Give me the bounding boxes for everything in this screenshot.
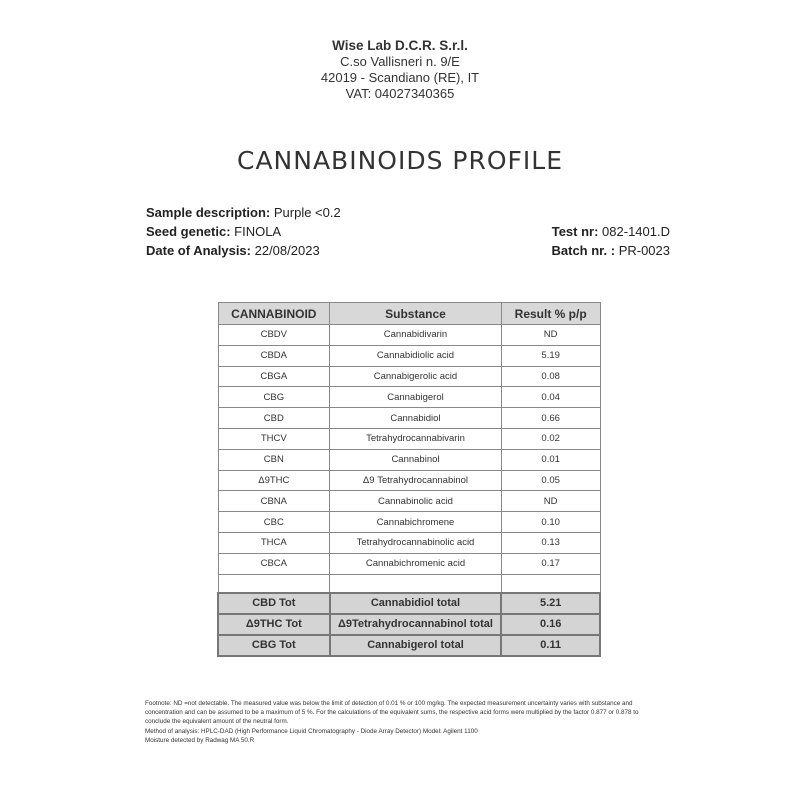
table-row — [218, 532, 600, 553]
lab-name: Wise Lab D.C.R. S.r.l. — [332, 38, 468, 53]
sample-info — [146, 203, 341, 260]
seed-genetic — [146, 222, 341, 241]
row-result: 0.02 — [501, 428, 600, 449]
lab-city: 42019 - Scandiano (RE), IT — [320, 70, 480, 85]
row-result: 0.10 — [501, 512, 600, 533]
row-result: 0.13 — [501, 532, 600, 553]
row-result: ND — [501, 491, 600, 512]
row-code: CBDV — [218, 325, 330, 346]
test-number-value: 082-1401.D — [598, 224, 670, 239]
blank-row — [218, 574, 600, 593]
total-result: 0.16 — [501, 614, 600, 635]
row-substance: Cannabidiolic acid — [330, 345, 502, 366]
row-code: CBD — [218, 408, 330, 429]
batch-number-label: Batch nr. : — [551, 243, 616, 258]
row-result: 0.08 — [501, 366, 600, 387]
row-result: 0.05 — [501, 470, 600, 491]
total-row — [218, 635, 600, 656]
row-result: 0.66 — [501, 408, 600, 429]
lab-address: C.so Vallisneri n. 9/E — [340, 54, 460, 69]
row-substance: Tetrahydrocannabivarin — [330, 428, 502, 449]
blank-cell — [218, 574, 330, 593]
row-substance: Cannabidiol — [330, 408, 502, 429]
row-substance: Cannabigerolic acid — [330, 366, 502, 387]
table-row — [218, 553, 600, 574]
table-row — [218, 345, 600, 366]
cannabinoids-table — [217, 302, 601, 657]
analysis-date-value: 22/08/2023 — [251, 243, 320, 258]
row-code: Δ9THC — [218, 470, 330, 491]
test-number-label: Test nr: — [551, 224, 599, 239]
lab-header — [0, 38, 800, 102]
row-substance: Cannabidivarin — [330, 325, 502, 346]
table-row — [218, 387, 600, 408]
total-substance: Cannabigerol total — [330, 635, 502, 656]
batch-number — [552, 241, 671, 260]
row-substance: Tetrahydrocannabinolic acid — [330, 532, 502, 553]
total-substance: Cannabidiol total — [330, 593, 502, 614]
total-row — [218, 614, 600, 635]
table-row — [218, 470, 600, 491]
total-result: 5.21 — [501, 593, 600, 614]
footnote-detection: Footnote: ND =not detectable. The measured value was below the limit of detection of 0.01 % or 100 mg/kg. The expected measurement uncertainty varies with substance and concentration and can be assumed to be a maximum of 5 %. For the calculations of the equivalent sums, the respective acid forms were multiplied by the factor 0.877 or 0.878 to conclude the equivalent amount of the neutral form. — [145, 700, 639, 726]
total-code: Δ9THC Tot — [218, 614, 330, 635]
row-result: 5.19 — [501, 345, 600, 366]
total-code: CBG Tot — [218, 635, 330, 656]
table-row — [218, 449, 600, 470]
row-substance: Cannabigerol — [330, 387, 502, 408]
row-code: CBNA — [218, 491, 330, 512]
table-row — [218, 408, 600, 429]
test-info — [552, 222, 671, 260]
total-result: 0.11 — [501, 635, 600, 656]
analysis-date-label: Date of Analysis: — [146, 243, 251, 258]
row-substance: Cannabichromene — [330, 512, 502, 533]
table-row — [218, 491, 600, 512]
row-substance: Cannabichromenic acid — [330, 553, 502, 574]
header-result: Result % p/p — [501, 303, 600, 325]
header-cannabinoid: CANNABINOID — [218, 303, 330, 325]
row-result: ND — [501, 325, 600, 346]
blank-cell — [330, 574, 502, 593]
footnote-method: Method of analysis: HPLC-DAD (High Performance Liquid Chromatography - Diode Array Detector) Model: Agilent 1100 — [145, 727, 478, 735]
seed-genetic-value: FINOLA — [230, 224, 282, 239]
total-substance: Δ9Tetrahydrocannabinol total — [330, 614, 502, 635]
row-code: CBCA — [218, 553, 330, 574]
analysis-date — [146, 241, 341, 260]
seed-genetic-label: Seed genetic: — [146, 224, 231, 239]
row-code: CBG — [218, 387, 330, 408]
row-code: CBGA — [218, 366, 330, 387]
row-substance: Cannabinol — [330, 449, 502, 470]
sample-description — [146, 203, 341, 222]
row-result: 0.17 — [501, 553, 600, 574]
row-code: THCV — [218, 428, 330, 449]
sample-description-label: Sample description: — [146, 205, 271, 220]
footnote — [145, 699, 665, 745]
row-code: CBC — [218, 512, 330, 533]
row-substance: Δ9 Tetrahydrocannabinol — [330, 470, 502, 491]
total-code: CBD Tot — [218, 593, 330, 614]
lab-vat: VAT: 04027340365 — [345, 86, 455, 101]
row-substance: Cannabinolic acid — [330, 491, 502, 512]
test-number — [552, 222, 671, 241]
sample-description-value: Purple <0.2 — [270, 205, 341, 220]
blank-cell — [501, 574, 600, 593]
batch-number-value: PR-0023 — [615, 243, 670, 258]
table-row — [218, 325, 600, 346]
table-row — [218, 428, 600, 449]
row-code: CBDA — [218, 345, 330, 366]
row-result: 0.01 — [501, 449, 600, 470]
table-header-row — [218, 303, 600, 325]
page-title: CANNABINOIDS PROFILE — [236, 146, 563, 175]
total-row — [218, 593, 600, 614]
row-code: THCA — [218, 532, 330, 553]
table-row — [218, 512, 600, 533]
header-substance: Substance — [330, 303, 502, 325]
row-result: 0.04 — [501, 387, 600, 408]
table-row — [218, 366, 600, 387]
row-code: CBN — [218, 449, 330, 470]
footnote-moisture: Moisture detected by Radwag MA 50.R — [145, 736, 255, 744]
